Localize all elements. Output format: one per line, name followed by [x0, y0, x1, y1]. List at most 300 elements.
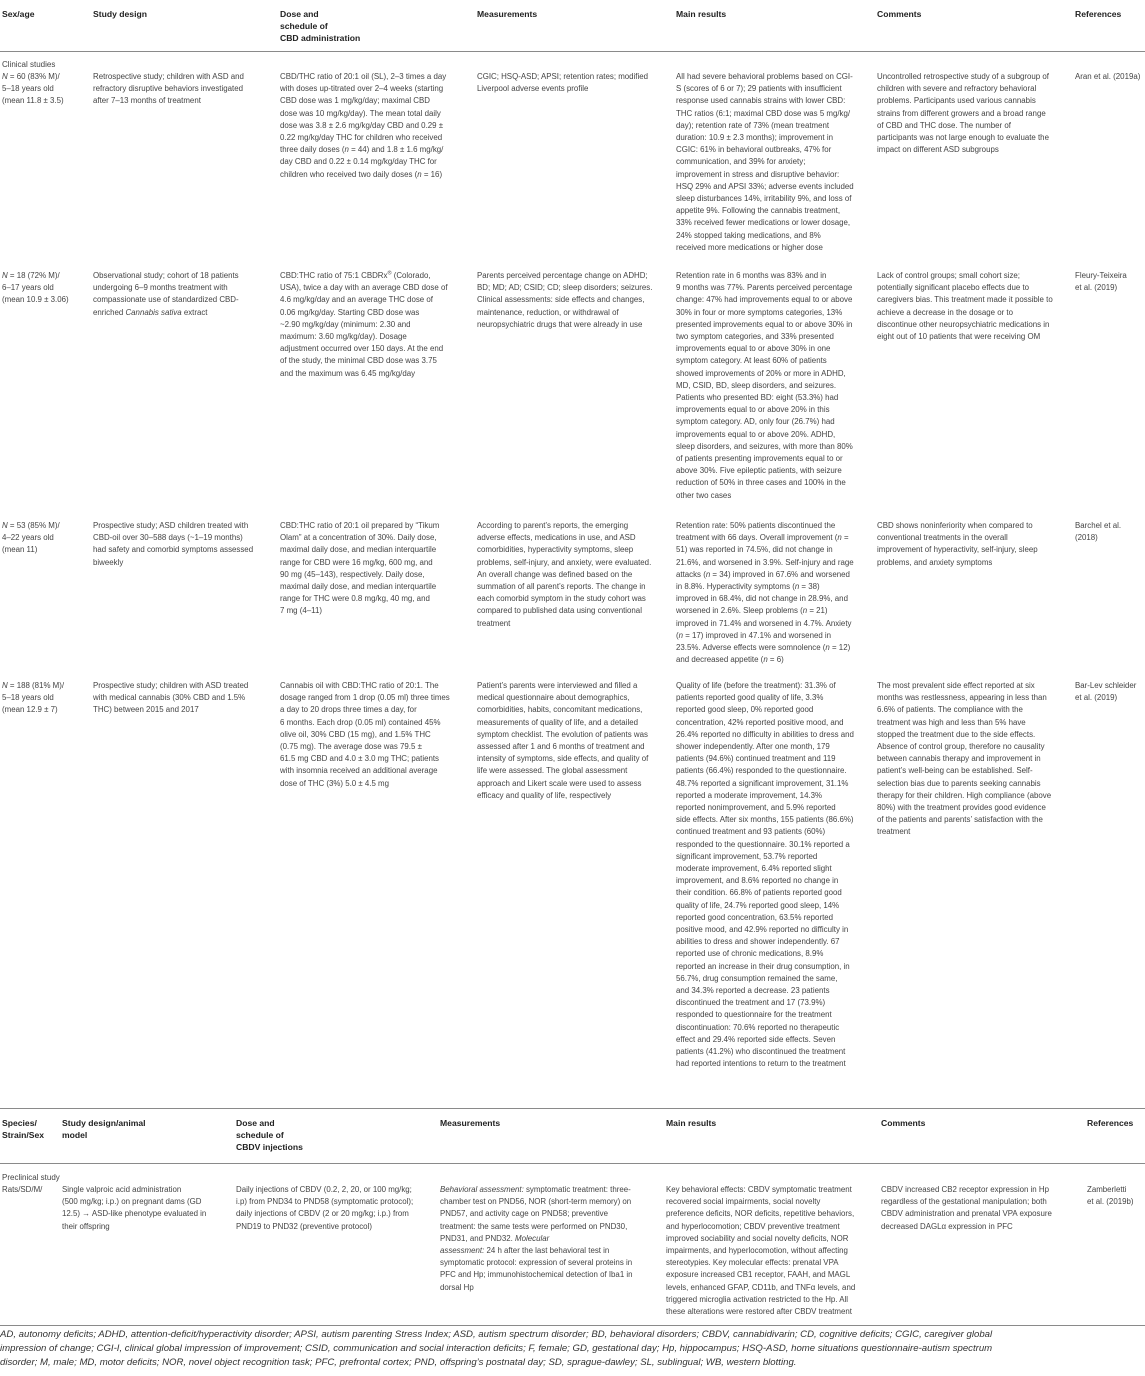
row4-results-line: significant improvement, 53.7% reported: [676, 851, 818, 861]
row1-results-line: CGIC: 61% in behavioral outbreaks, 47% for: [676, 145, 832, 155]
row4-results-line: moderate improvement, 6.4% reported slight: [676, 864, 832, 874]
row3-design-line: biweekly: [93, 557, 124, 567]
row4-results-line: reported an increase in their drug consumption, in: [676, 961, 850, 971]
row4-meas-line: efficacy and quality of life, respectively: [477, 790, 612, 800]
row3-dose-line: range for THC were 0.8 mg/kg, 40 mg, and: [280, 594, 430, 604]
row2-meas-line: neuropsychiatric drugs that were already in use: [477, 319, 643, 329]
row2-dose-line: USA), twice a day with an average CBD dose of: [280, 283, 448, 293]
row2-dose-line: 4.6 mg/kg/day and an average THC dose of: [280, 295, 433, 305]
row3-results-line: treatment with 66 days. Overall improvement (n =: [676, 533, 849, 543]
row1-results-line: sleep disturbances 14%, irritability 9%, and loss of: [676, 194, 852, 204]
footnote-line: AD, autonomy deficits; ADHD, attention-deficit/hyperactivity disorder; APSI, autism parenting Stress Index; ASD, autism spectrum disorder; BD, behavioral disorders; CBDV, cannabidivarin; CD, cognitive deficits; CGIC, caregiver global: [0, 1329, 993, 1340]
row3-results: [676, 520, 874, 666]
header-dose-line1: Dose and: [280, 9, 319, 19]
row3-sex-age: [2, 520, 87, 557]
row4-references: [1075, 680, 1145, 704]
row2-comments-line: Lack of control groups; small cohort size;: [877, 271, 1020, 280]
row4-design-line: THC) between 2015 and 2017: [93, 705, 199, 715]
row4-comments-line: of the patients and parents’ satisfaction with the: [877, 815, 1043, 825]
row2-design-line: enriched Cannabis sativa extract: [93, 307, 208, 317]
t2-species-line: Rats/SD/M/: [2, 1185, 43, 1194]
row2-results-line: above 30%. Five epileptic patients, with seizure: [676, 466, 842, 476]
row4-dose-line: dose of THC (3%) 5.0 ± 4.5 mg: [280, 778, 390, 788]
row1-results-line: received more medications or higher dose: [676, 242, 823, 252]
t2-design-line: (500 mg/kg; i.p.) on pregnant dams (GD: [62, 1197, 202, 1207]
row3-meas-line: compared to published data using conventional: [477, 606, 642, 616]
row2-results-line: symptom category. At least 60% of patients: [676, 356, 827, 366]
row1-results-line: day); retention rate of 73% (mean treatment: [676, 120, 830, 130]
row3-references: [1075, 520, 1145, 544]
row4-dose-line: a day to 20 drops three times a day, for: [280, 705, 417, 715]
t2-results-line: and hyperlocomotion; CBDV preventive treatment: [666, 1221, 840, 1231]
t2-dose-line: i.p) from PND34 to PND58 (symptomatic protocol);: [236, 1197, 414, 1207]
row3-results-line: 51) was reported in 74.5%, did not change in: [676, 545, 833, 555]
t2-results-line: preference deficits, NOR deficits, repetitive behaviors,: [666, 1209, 855, 1219]
t2-meas-line: chamber test on PND56, NOR (short-term memory) on: [440, 1197, 632, 1207]
header-dose-line3: CBD administration: [280, 33, 361, 43]
t2-meas-line: [440, 1233, 662, 1245]
t2-meas-line: dorsal Hp: [440, 1282, 474, 1292]
row4-design-line: Prospective study; children with ASD treated: [93, 681, 249, 690]
row2-results-line: showed improvements of 20% or more in ADHD,: [676, 368, 846, 378]
t2-meas-line: PFC and Hp; immunohistochemical detection of Iba1 in: [440, 1270, 633, 1280]
row3-comments-line: problems, and anxiety symptoms: [877, 557, 993, 567]
t2-results-line: exposure increased CB1 receptor, FAAH, and MAGL: [666, 1270, 851, 1280]
row1-design: [93, 71, 273, 108]
row1-sex-age: [2, 71, 87, 108]
row1-dose-line: children who received two daily doses (n = 16): [280, 169, 443, 179]
row4-results-line: reported nonimprovement, and 5.9% reported: [676, 803, 836, 813]
row2-dose-line: maximum: 3.60 mg/kg/day). Dosage: [280, 332, 407, 342]
row3-dose-line: CBD:THC ratio of 20:1 oil prepared by “Tikum: [280, 521, 440, 530]
row1-comments-line: problems. Participants used various cannabis: [877, 96, 1036, 106]
row4-results: [676, 680, 874, 1071]
row4-sex-age: [2, 680, 87, 717]
row2-dose-line: and the maximum was 6.45 mg/kg/day: [280, 368, 416, 378]
header-design-line2: model: [62, 1130, 88, 1140]
row4-comments-line: months was restlessness, appearing in less than: [877, 693, 1047, 703]
row4-comments: [877, 680, 1072, 839]
t2-meas-text: 24 h after the last behavioral test in: [484, 1246, 610, 1256]
t2-dose-line: Daily injections of CBDV (0.2, 2, 20, or 100 mg/kg;: [236, 1185, 412, 1194]
row4-results-line: 56.7%, drug consumption remained the same,: [676, 973, 838, 983]
header-dose-schedule: [280, 8, 360, 44]
row2-results-line: improvements equal to or above 20% in this: [676, 405, 830, 415]
row1-comments-line: children with severe and refractory behavioral: [877, 84, 1037, 94]
section-clinical-studies: Clinical studies: [2, 60, 56, 69]
row1-dose-line: 0.22 mg/kg/day THC for children who received: [280, 133, 443, 143]
row3-results-line: (n = 17) improved in 47.1% and worsened in: [676, 630, 832, 640]
row4-results-line: patients (66.4%) responded to the questionnaire.: [676, 766, 847, 776]
row4-reference-line: Bar-Lev schleider: [1075, 681, 1137, 690]
row4-meas-line: comorbidities, habits, concomitant medications,: [477, 705, 643, 715]
row1-results-line: HSQ 29% and APSI 33%; adverse events included: [676, 181, 854, 191]
row4-dose-line: 6 months. Each drop (0.05 ml) contained 45%: [280, 717, 441, 727]
t2-results-line: stereotypies. Key molecular effects: prenatal VPA: [666, 1258, 839, 1268]
row4-comments-line: between cannabis therapy and improvement in: [877, 754, 1041, 764]
row4-sex-age-line: 5–18 years old: [2, 693, 54, 703]
row4-comments-line: therapy for their children. High compliance (above: [877, 790, 1052, 800]
row2-comments-line: achieve a decrease in the dosage or to: [877, 307, 1013, 317]
row3-design: [93, 520, 273, 569]
row4-results-line: side effects. After six months, 155 patients (86.6%): [676, 815, 854, 825]
row2-results-line: Retention rate in 6 months was 83% and in: [676, 271, 827, 280]
header-cbdv-line1: Dose and: [236, 1118, 275, 1128]
row4-results-line: Quality of life (before the treatment): 31.3% of: [676, 681, 836, 690]
t2-design-line: 12.5) → ASD-like phenotype evaluated in: [62, 1209, 207, 1219]
row4-comments-line: The most prevalent side effect reported at six: [877, 681, 1035, 690]
row4-dose-line: dosage ranged from 1 drop (0.05 ml) three times: [280, 693, 450, 703]
row4-design-line: with medical cannabis (30% CBD and 1.5%: [93, 693, 246, 703]
row3-dose-line: 90 mg (45–143), respectively. Daily dose,: [280, 569, 425, 579]
row2-comments: [877, 270, 1072, 343]
row4-measurements: [477, 680, 672, 802]
row4-results-line: reported a moderate improvement, 14.3%: [676, 790, 823, 800]
header-references: References: [1075, 9, 1122, 19]
t2-meas-line: symptomatic protocol: expression of several proteins in: [440, 1258, 633, 1268]
row3-sex-age-line: 4–22 years old: [2, 533, 54, 543]
header-design-line1: Study design/animal: [62, 1118, 146, 1128]
row3-sex-age-line: (mean 11): [2, 545, 38, 555]
row3-dose-line: 7 mg (4–11): [280, 606, 322, 616]
row1-sex-age-line: (mean 11.8 ± 3.5): [2, 96, 64, 106]
row3-results-line: in 8.8%. Hyperactivity symptoms (n = 38): [676, 582, 820, 592]
row3-dose-line: Olam” at a concentration of 30%. Daily dose,: [280, 533, 437, 543]
row4-dose-line: Cannabis oil with CBD:THC ratio of 20:1. The: [280, 681, 439, 690]
row4-results-line: continued treatment and 93 patients (60%): [676, 827, 826, 837]
t2-meas-line: [440, 1245, 662, 1257]
row4-results-line: patients (41.2%) who discontinued the treatment: [676, 1047, 846, 1057]
row2-results-line: symptom category. AD, only four (26.7%) had: [676, 417, 835, 427]
row3-meas-line: comorbidities, hyperactivity symptoms, sleep: [477, 545, 634, 555]
row2-meas-line: Clinical assessments: side effects and changes,: [477, 295, 645, 305]
row2-comments-line: caregivers bias. This treatment made it possible to: [877, 295, 1053, 305]
t2-meas-label-behavioral: Behavioral assessment:: [440, 1185, 524, 1194]
row1-dose: [280, 71, 475, 181]
row3-results-line: improved in 68.4%, did not change in 28.9%, and: [676, 594, 848, 604]
row4-results-line: reported good concentration, 63.5% reported: [676, 912, 834, 922]
row2-comments-line: potentially significant placebo effects due to: [877, 283, 1030, 293]
row3-results-line: attacks (n = 34) improved in 67.6% and worsened: [676, 569, 850, 579]
row1-dose-line: day CBD and 0.22 ± 0.14 mg/kg/day THC for: [280, 157, 437, 167]
row4-comments-line: treatment was high and less than 5% have: [877, 717, 1026, 727]
row2-dose-line: ~2.90 mg/kg/day (minimum: 2.30 and: [280, 319, 411, 329]
t2-dose-line: PND19 to PND32 (preventive protocol): [236, 1221, 372, 1231]
row4-comments-line: selection bias due to parents seeking cannabis: [877, 778, 1041, 788]
row2-design-line: Observational study; cohort of 18 patients: [93, 271, 239, 280]
row3-reference-line: Barchel et al.: [1075, 521, 1122, 530]
row4-comments-line: 6.6% of patients. The compliance with the: [877, 705, 1023, 715]
t2-dose: [236, 1184, 438, 1233]
row2-design-line: compassionate use of standardized CBD-: [93, 295, 239, 305]
row3-design-line: CBD-oil over 30–588 days (~1–19 months): [93, 533, 243, 543]
header-measurements-2: Measurements: [440, 1118, 501, 1128]
t2-design-line: Single valproic acid administration: [62, 1185, 182, 1194]
row4-results-line: patients reported good quality of life, 3.3%: [676, 693, 824, 703]
row1-sex-age-line: N = 60 (83% M)/: [2, 72, 60, 81]
row1-results-line: 33% received fewer medications or lower dosage,: [676, 218, 851, 228]
row1-dose-line: with doses up-titrated over 2–4 weeks (starting: [280, 84, 444, 94]
row1-results-line: appetite 9%. Following the cannabis treatment,: [676, 206, 841, 216]
row3-comments-line: CBD shows noninferiority when compared to: [877, 521, 1033, 530]
row2-results-line: reduction of 50% in three cases and 100% in the: [676, 478, 846, 488]
row4-reference-line: et al. (2019): [1075, 693, 1118, 703]
row2-reference-line: Fleury-Teixeira: [1075, 271, 1127, 280]
row2-results-line: other two cases: [676, 490, 732, 500]
row2-results-line: Patients who presented BD: eight (53.3%) had: [676, 393, 839, 403]
t2-reference-line: Zamberletti: [1087, 1185, 1127, 1194]
row1-results-line: S (scores of 6 or 7); 29 patients with insufficient: [676, 84, 842, 94]
row2-results-line: two symptom categories, and 33% presented: [676, 332, 834, 342]
header-comments-2: Comments: [881, 1118, 926, 1128]
row3-sex-age-line: N = 53 (85% M)/: [2, 521, 60, 530]
row4-dose: [280, 680, 475, 790]
row4-results-line: and 34.3% reported a decrease. 23 patients: [676, 986, 830, 996]
row4-results-line: effect and 29.4% reported side effects. Seven: [676, 1034, 836, 1044]
row2-design: [93, 270, 273, 319]
row3-results-line: and decreased appetite (n = 6): [676, 655, 784, 665]
t2-meas-label-molecular: Molecular: [515, 1233, 550, 1243]
t2-meas-label-assessment: assessment:: [440, 1246, 485, 1256]
row4-results-line: discontinued the treatment and 17 (73.9%): [676, 998, 826, 1008]
row2-results-line: improvements equal to or above 20%. ADHD,: [676, 429, 836, 439]
row2-meas-line: Parents perceived percentage change on ADHD;: [477, 271, 648, 280]
row2-dose-line: 0.06 mg/kg/day. Starting CBD dose was: [280, 307, 420, 317]
row4-meas-line: medical questionnaire about demographics,: [477, 693, 630, 703]
row2-results-line: improvements equal to or above 30% in one: [676, 344, 831, 354]
row3-results-line: Retention rate: 50% patients discontinued the: [676, 521, 836, 530]
row4-results-line: quality of life, 24.7% reported good sleep, 14%: [676, 900, 840, 910]
row4-comments-line: Absence of control group, therefore no causality: [877, 742, 1045, 752]
row2-references: [1075, 270, 1145, 294]
row2-results-line: of patients presenting improvements equal to or: [676, 454, 843, 464]
header-dose-line2: schedule of: [280, 21, 328, 31]
row4-results-line: 48.7% reported a significant improvement, 31.1%: [676, 778, 849, 788]
row1-results-line: 24% stopped taking medications, and 8%: [676, 230, 821, 240]
row2-dose-line: adjustment occurred over 150 days. At the end: [280, 344, 444, 354]
row1-dose-line: three daily doses (n = 44) and 1.8 ± 1.6 mg/kg/: [280, 145, 444, 155]
row2-meas-line: maintenance, reduction, or withdrawal of: [477, 307, 619, 317]
header-species-line2: Strain/Sex: [2, 1130, 45, 1140]
row1-comments-line: impact on different ASD subgroups: [877, 145, 999, 155]
row4-meas-line: measurements of quality of life, and a detailed: [477, 717, 638, 727]
row2-results-line: sleep disorders, and seizures, with more than 80%: [676, 441, 853, 451]
row1-sex-age-line: 5–18 years old: [2, 84, 54, 94]
row2-meas-line: BD; MD; AD; CSID; CD; sleep disorders; seizures.: [477, 283, 653, 293]
row4-meas-line: life were assessed. The global assessment: [477, 766, 628, 776]
row4-results-line: abilities to dress and shower independently. 67: [676, 937, 840, 947]
row1-dose-line: CBD/THC ratio of 20:1 oil (SL), 2–3 times a day: [280, 72, 447, 81]
abbreviations-footnote: [0, 1328, 1140, 1370]
row1-reference-line: Aran et al. (2019a): [1075, 72, 1141, 81]
row3-design-line: Prospective study; ASD children treated with: [93, 521, 249, 530]
row4-meas-line: symptom checklist. The evolution of patients was: [477, 729, 648, 739]
header-comments: Comments: [877, 9, 922, 19]
row4-results-line: responded to the questionnaire. 30.1% reported a: [676, 839, 850, 849]
t2-design: [62, 1184, 234, 1233]
row4-results-line: improvement, and 8.6% reported no change in: [676, 876, 839, 886]
header-main-results-2: Main results: [666, 1118, 717, 1128]
row2-comments-line: discontinue other neuropsychiatric medications in: [877, 319, 1050, 329]
row2-comments-line: eight out of 10 patients that were receiving OM: [877, 332, 1041, 342]
row1-results: [676, 71, 874, 254]
row2-design-line: undergoing 6–9 months treatment with: [93, 283, 228, 293]
t2-comments-line: CBDV increased CB2 receptor expression in Hp: [881, 1185, 1049, 1194]
row1-measurements: [477, 71, 672, 95]
row3-results-line: worsened in 2.6%. Sleep problems (n = 21): [676, 606, 828, 616]
row2-sex-age-line: (mean 10.9 ± 3.06): [2, 295, 69, 305]
t2-results-line: improved sociability and social novelty deficits, NOR: [666, 1233, 849, 1243]
row4-dose-line: olive oil, 30% CBD (15 mg), and 1.5% THC: [280, 729, 431, 739]
row4-comments-line: 80%) with the treatment provides good evidence: [877, 803, 1046, 813]
t2-design-line: their offspring: [62, 1221, 110, 1231]
row3-meas-line: each comorbid symptom in the study cohort was: [477, 594, 646, 604]
header-references-2: References: [1087, 1118, 1134, 1128]
row3-results-line: improved in 71.4% and worsened in 4.7%. Anxiety: [676, 618, 852, 628]
t2-species: [2, 1184, 60, 1196]
row4-meas-line: approach and Likert scale were used to assess: [477, 778, 642, 788]
header-main-results: Main results: [676, 9, 727, 19]
row4-dose-line: 61.5 mg CBD and 4.0 ± 3.0 mg THC; patients: [280, 754, 440, 764]
row2-sex-age-line: N = 18 (72% M)/: [2, 271, 60, 280]
t2-meas-text: PND31, and PND32.: [440, 1233, 513, 1243]
row3-results-line: 21.6%, and worsened in 3.9%. Self-injury and rage: [676, 557, 854, 567]
table-divider-rule: [0, 1108, 1145, 1109]
row1-dose-line: dose was 10 mg/kg/day). The mean total daily: [280, 108, 441, 118]
row4-comments-line: patient’s well-being can be established. Self-: [877, 766, 1033, 776]
t2-results-line: recovered social impairments, social novelty: [666, 1197, 821, 1207]
row1-design-line: after 7–13 months of treatment: [93, 96, 201, 106]
t2-meas-line: [440, 1184, 662, 1196]
t2-meas-line: treatment: the same tests were performed on PND30,: [440, 1221, 628, 1231]
section-preclinical-study: Preclinical study: [2, 1173, 60, 1182]
t2-results: [666, 1184, 878, 1318]
row4-results-line: reported use of chronic medications, 8.9%: [676, 949, 824, 959]
row2-sex-age-line: 6–17 years old: [2, 283, 54, 293]
row1-results-line: response used cannabis strains with lower CBD:: [676, 96, 846, 106]
row1-dose-line: CBD dose was 1 mg/kg/day; maximal CBD: [280, 96, 430, 106]
row3-dose: [280, 520, 475, 618]
row4-results-line: 26.4% reported no difficulty in abilities to dress and: [676, 729, 854, 739]
row4-meas-line: intensity of symptoms, side effects, and quality of: [477, 754, 649, 764]
table1-header-rule: [0, 51, 1145, 52]
row4-dose-line: with insomnia received an additional average: [280, 766, 438, 776]
row1-comments-line: of CBD and THC dose. The number of: [877, 120, 1011, 130]
t2-references: [1087, 1184, 1145, 1208]
row1-comments-line: strains from different growers and a broad range: [877, 108, 1046, 118]
row1-results-line: All had severe behavioral problems based on CGI-: [676, 72, 853, 81]
t2-results-line: Key behavioral effects: CBDV symptomatic treatment: [666, 1185, 852, 1194]
row4-design: [93, 680, 273, 717]
t2-comments-line: decreased DAGLα expression in PFC: [881, 1221, 1013, 1231]
row4-comments-line: treatment: [877, 827, 911, 837]
row1-meas-line: CGIC; HSQ-ASD; APSI; retention rates; modified: [477, 72, 649, 81]
row1-results-line: THC ratios (6:1; maximal CBD dose was 5 mg/kg/: [676, 108, 851, 118]
row4-meas-line: assessed after 1 and 6 months of treatment and: [477, 742, 645, 752]
row1-references: [1075, 71, 1145, 83]
t2-comments-line: regardless of the gestational manipulation; both: [881, 1197, 1047, 1207]
row1-design-line: refractory disruptive behaviors investigated: [93, 84, 243, 94]
header-species-line1: Species/: [2, 1118, 37, 1128]
t2-results-line: these alterations were restored after CBDV treatment: [666, 1307, 852, 1317]
row1-comments-line: Uncontrolled retrospective study of a subgroup of: [877, 72, 1049, 81]
row2-reference-line: et al. (2019): [1075, 283, 1118, 293]
row1-design-line: Retrospective study; children with ASD and: [93, 72, 244, 81]
t2-results-line: levels, enhanced GFAP, CD11b, and TNFα levels, and: [666, 1282, 856, 1292]
row4-results-line: patients (94.6%) continued treatment and 119: [676, 754, 836, 764]
row4-results-line: reported good sleep, 0% reported good: [676, 705, 814, 715]
row2-results-line: 30% in four or more symptoms categories, 13%: [676, 307, 843, 317]
row4-results-line: discontinuation: 70.6% reported no therapeutic: [676, 1022, 840, 1032]
table2-header-rule: [0, 1163, 1145, 1164]
row4-sex-age-line: N = 188 (81% M)/: [2, 681, 65, 690]
row4-results-line: responded to questionnaire for the treatment: [676, 1010, 832, 1020]
footnote-line: disorder; M, male; MD, motor deficits; NOR, novel object recognition task; PFC, prefrontal cortex; PND, offspring’s postnatal day; SD, sprague-dawley; SL, sublingual; WB, western blotting.: [0, 1357, 797, 1368]
header-cbdv-line2: schedule of: [236, 1130, 284, 1140]
row4-results-line: shower independently. After one month, 179: [676, 742, 830, 752]
row3-measurements: [477, 520, 672, 630]
row3-design-line: had safety and comorbid symptoms assessed: [93, 545, 254, 555]
row1-results-line: improvement in stress and disruptive behavior:: [676, 169, 840, 179]
row3-dose-line: maximal daily dose, and median interquartile: [280, 582, 437, 592]
row2-sex-age: [2, 270, 87, 307]
row4-results-line: positive mood, and 42.9% reported no difficulty in: [676, 925, 849, 935]
row4-results-line: concentration, 42% reported positive mood, and: [676, 717, 844, 727]
t2-reference-line: et al. (2019b): [1087, 1197, 1134, 1207]
header-cbdv-dose: [236, 1117, 303, 1153]
header-study-design: Study design: [93, 9, 147, 19]
row1-results-line: communication, and 39% for anxiety;: [676, 157, 806, 167]
row3-comments-line: conventional treatments in the overall: [877, 533, 1008, 543]
t2-results-line: triggered microglia activation restricted to the Hp. All: [666, 1294, 849, 1304]
row3-comments: [877, 520, 1072, 569]
row2-results-line: MD, CSID, BD, sleep disorders, and seizures.: [676, 380, 837, 390]
row3-comments-line: improvement of hyperactivity, self-injury, sleep: [877, 545, 1038, 555]
t2-comments: [881, 1184, 1081, 1233]
row1-results-line: duration: 10.9 ± 2.3 months); improvement in: [676, 133, 833, 143]
t2-meas-line: PND57, and activity cage on PND58; preventive: [440, 1209, 608, 1219]
header-design-model: [62, 1117, 146, 1141]
header-measurements: Measurements: [477, 9, 538, 19]
row3-meas-line: An overall change was defined based on the: [477, 569, 633, 579]
row4-dose-line: (0.75 mg). The average dose was 79.5 ±: [280, 742, 422, 752]
row1-meas-line: Liverpool adverse events profile: [477, 84, 589, 94]
row2-dose-line: CBD:THC ratio of 75:1 CBDRx® (Colorado,: [280, 270, 431, 280]
row3-dose-line: range for CBD were 16 mg/kg, 600 mg, and: [280, 557, 433, 567]
row2-results-line: change: 47% had improvements equal to or above: [676, 295, 853, 305]
footnote-line: impression of change; CGI-I, clinical global impression of improvement; CSID, communication and social interaction deficits; F, female; GD, gestational day; Hp, hippocampus; HSQ-ASD, home situations questionnaire-autism spectrum: [0, 1343, 993, 1354]
table2-bottom-rule: [0, 1325, 1145, 1326]
row2-measurements: [477, 270, 672, 331]
row3-results-line: 23.5%. Adverse effects were somnolence (n = 12): [676, 643, 851, 653]
row2-dose: [280, 270, 475, 380]
header-species: [2, 1117, 44, 1141]
row2-results-line: presented improvements equal to or above 30% in: [676, 319, 853, 329]
t2-measurements: [440, 1184, 662, 1294]
row3-meas-line: adverse effects, medications in use, and ASD: [477, 533, 636, 543]
row4-results-line: had reported intentions to return to the treatment: [676, 1059, 846, 1069]
row3-meas-line: According to parent’s reports, the emerging: [477, 521, 629, 530]
row4-meas-line: Patient’s parents were interviewed and filled a: [477, 681, 638, 690]
row3-meas-line: treatment: [477, 618, 511, 628]
row2-results: [676, 270, 874, 502]
header-sex-age: Sex/age: [2, 9, 35, 19]
t2-meas-text: symptomatic treatment: three-: [523, 1185, 631, 1194]
row1-comments-line: participants was not large enough to evaluate the: [877, 133, 1049, 143]
row3-reference-line: (2018): [1075, 533, 1098, 543]
row2-dose-line: of the study, the minimal CBD dose was 3.75: [280, 356, 437, 366]
row3-meas-line: problems, self-injury, and anxiety, were evaluated.: [477, 557, 652, 567]
